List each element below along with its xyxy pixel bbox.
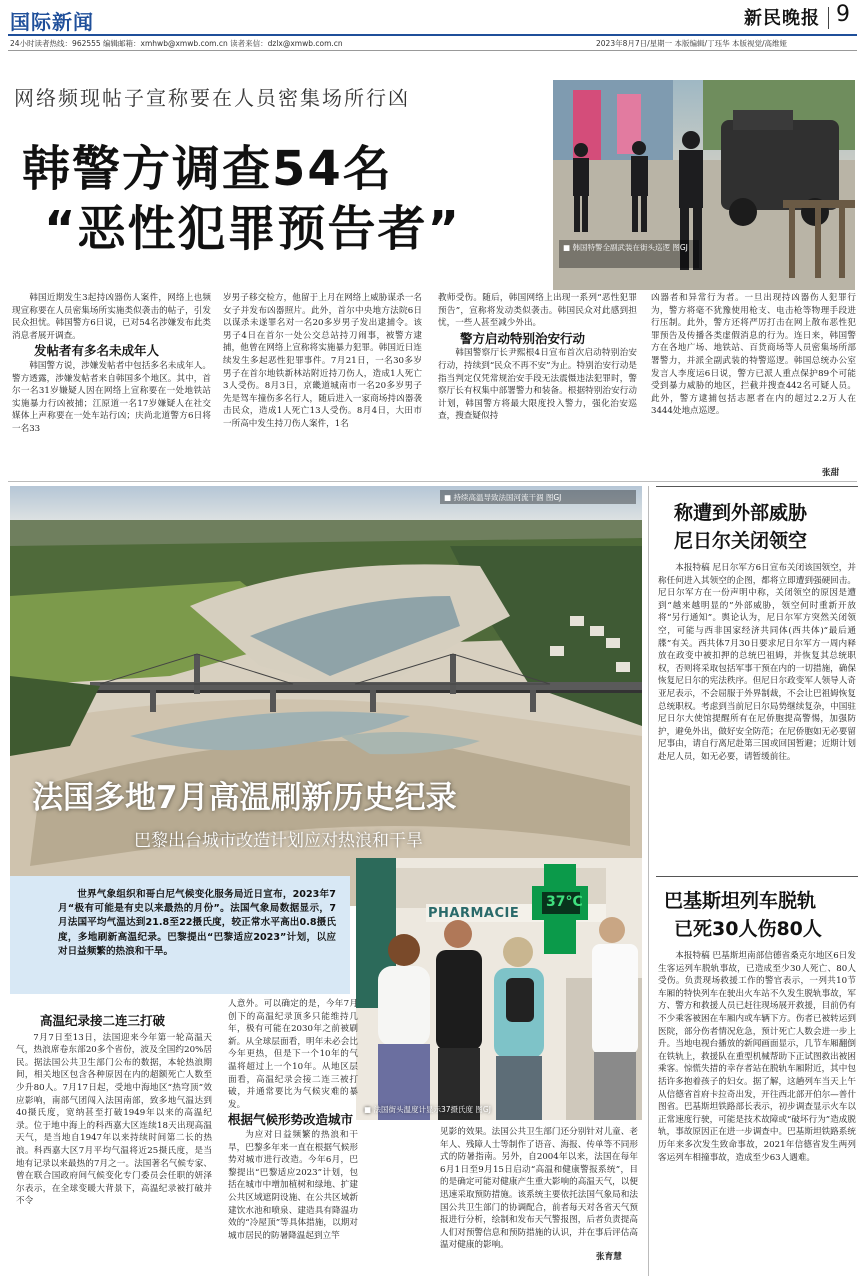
korea-col2-para: 岁男子移交检方，他留于上月在网络上威胁谋杀一名女子并发布凶器照片。此外，首尔中央地方法院6日以谋杀未遂罪名对一名20多岁男子发出逮捕令。该男子4日在首尔一处公交总站持刀闹事，被警方逮捕，他曾在网络上宣称将实施暴力犯罪。韩国近日连续发生多起恶性犯罪事件。7月21日，一名30多岁男子在首尔地铁新林站附近持刀伤人，造成1人死亡3人受伤。8月3日，京畿道城南市一名20多岁男子先是驾车撞伤多名行人，随后进入一家商场持凶器袭击民众，造成1人死亡13人受伤。8月4日，大田市一所高中发生持刀伤人案件，1名 <box>223 293 422 429</box>
pakistan-top-rule <box>656 876 858 877</box>
korea-col4-para: 凶器者和异常行为者。一旦出现持凶器伤人犯罪行为，警方将毫不犹豫使用枪支、电击枪等物理手段进行压制。此外，警方还将严厉打击在网上散布恶性犯罪预告及传播各类虚假消息的行为。连日来，韩国警方在各地广场、地铁站、百货商场等人员密集场所部署警力，并派全副武装的特警巡逻。韩国总统办公室发言人李度运6日说，警方已派人重点保护89个可能受到暴力威胁的地区，拦截并搜查442名可疑人员。此外，警方逮捕包括志愿者在内的超过2.2万人在3444处地点巡逻。 <box>651 293 856 417</box>
korea-photo <box>553 80 855 290</box>
niger-story <box>656 486 858 872</box>
france-photo-caption: ■ 持续高温导致法国河流干涸 图GJ <box>444 493 562 502</box>
thermometer-sign: 37°C <box>546 894 583 910</box>
korea-photo-caption: ■ 韩国特警全副武装在街头巡逻 图GJ <box>563 243 688 252</box>
korea-intro: 韩国近期发生3起持凶器伤人案件，网络上也频现宣称要在人员密集场所实施类似袭击的帖子，引发民众担忧。韩国警方6日说，已对54名涉嫌发布此类消息者展开调查。 <box>12 293 211 341</box>
france-col3-para: 见影的效果。法国公共卫生部门还分别针对儿童、老年人、残障人士等制作了语音、海报、传单等不同形式的防暑指南。另外，自2004年以来，法国在每年6月1日至9月15日启动“高温和健康警报系统”，目的是确定可能对健康产生重大影响的高温天气，以便迅速采取预防措施。该系统主要依托法国气象局和法国公共卫生部门的协调配合，前者每天对各省天气预报进行分析，绘制和发布天气警报图，后者负责提高人们对预警信息和预防措施的认识，并在事后评估高温对健康的影响。 <box>440 1127 638 1251</box>
korea-col-2 <box>223 292 422 478</box>
france-byline: 张育慧 <box>596 1252 622 1262</box>
korea-col-4 <box>651 292 856 478</box>
pharmacy-sign: PHARMACIE <box>428 906 520 921</box>
korea-col1-para: 韩国警方说，涉嫌发帖者中包括多名未成年人。警方透露，涉嫌发帖者来自韩国多个地区。其中，首尔一名31岁嫌疑人因在网络上宣称要在一处地铁站实施暴力行凶被捕；江原道一名17岁嫌疑人在社交媒体上声称要在一处车站行凶；庆尚北道警方6日将一名33 <box>12 360 211 434</box>
france-street-photo <box>356 858 642 1120</box>
header-date: 2023年8月7日/星期一 本版编辑/丁珏华 本版视觉/高维娅 <box>596 39 787 48</box>
korea-subhead-2: 警方启动特别治安行动 <box>460 330 586 346</box>
korea-col3-para2: 韩国警察厅长尹熙根4日宣布首次启动特别治安行动，持续到“民众不再不安”为止。特别治安行动是指当判定仅凭常规治安手段无法震慑违法犯罪时，警察厅长有权集中部署警力和装备。根据特别治安行动计划，韩国警方将最大限度投入警力，强化治安巡查，搜查疑似持 <box>438 348 637 422</box>
korea-col3-para1: 教师受伤。随后，韩国网络上出现一系列“恶性犯罪预告”，宣称将发动类似袭击。韩国民众对此感到担忧，一些人甚至减少外出。 <box>438 293 637 329</box>
pakistan-body <box>658 950 856 1274</box>
page-number: 9 <box>836 2 850 27</box>
pakistan-story <box>656 876 858 1276</box>
pakistan-title-line1: 巴基斯坦列车脱轨 <box>664 890 817 912</box>
header-rule-2 <box>8 50 857 51</box>
korea-title-line2: “恶性犯罪预告者” <box>44 201 462 257</box>
france-col2-para2: 为应对日益频繁的热浪和干旱，巴黎多年来一直在根据气候形势对城市进行改造。今年6月，巴黎提出“巴黎适应2023”计划，包括在城市中增加植树和绿地、扩建公共区域遮阴设施、在公共区域新建饮水池和喷泉、建造具有降温功效的“冷屋顶”等具体措施，以期对城市居民的防暑降温起到立竿 <box>228 1129 358 1241</box>
korea-col-1 <box>12 292 211 478</box>
korea-byline: 张甜 <box>822 468 840 478</box>
france-story <box>10 486 642 1276</box>
header-divider <box>828 7 829 29</box>
korea-bottom-rule <box>8 481 857 482</box>
paper-logo: 新民晚报 <box>744 8 820 29</box>
header-rule <box>8 34 857 36</box>
korea-story <box>0 52 865 480</box>
pakistan-title-line2: 已死30人伤80人 <box>674 918 822 940</box>
france-photo <box>10 486 642 906</box>
right-column-divider <box>648 486 649 1276</box>
section-title: 国际新闻 <box>10 10 94 34</box>
niger-body <box>658 562 856 870</box>
france-subtitle: 巴黎出台城市改造计划应对热浪和干旱 <box>134 831 423 851</box>
france-col-2 <box>228 998 358 1274</box>
france-title: 法国多地7月高温刷新历史纪录 <box>32 780 457 816</box>
korea-col-3 <box>438 292 637 478</box>
niger-title-line2: 尼日尔关闭领空 <box>674 530 808 552</box>
niger-text: 本报特稿 尼日尔军方6日宣布关闭该国领空，并称任何进入其领空的企图，都将立即遭到强硬回击。尼日尔军方在一份声明中称，关闭领空的原因是遭到“越来越明显的”外部威胁，领空何时重新开放将“另行通知”。舆论认为，尼日尔军方突然关闭领空，可能与西非国家经济共同体(西共体)“最后通牒”有关。西共体7月30日要求尼日尔军方一周内释放在政变中被扣押的总统巴祖姆，并恢复其总统职权，否则将采取包括军事干预在内的一切措施，确保恢复尼日尔的宪法秩序。但尼日尔政变军人领导人奇亚尼表示，不会屈服于外界制裁，不会让巴祖姆恢复总统职权。考虑到当前尼日尔局势继续复杂，中国驻尼日尔大使馆提醒所有在尼侨胞提高警惕，加强防护，避免外出，做好安全防范；在尼侨胞如无必要留尼事由，请自行离尼赴第三国或回国暂避；近期计划赴尼人员，如无必要，请暂缓前往。 <box>658 563 856 762</box>
france-col1-para: 7月7日至13日，法国迎来今年第一轮高温天气，热浪席卷东部20多个省份，波及全国约20%居民。据法国公共卫生部门公布的数据，本轮热浪期间，相关地区包含各种原因在内的超额死亡人数至少升80人。7月17日起，受地中海地区“热穹顶”效应影响，南部气团闯入法国南部，致多地气温达到40摄氏度，宽纳甚至打破1949年以来的高温纪录。位于地中海上的科西嘉大区连续18天出现高温天气，是当地自1947年以来持续时间第二长的热浪。科西嘉大区7月平均气温将近25摄氏度，是当地有记录以来最热的7月之一。法国著名气候专家、曾在联合国政府间气候变化专门委员会任职的妍泽尔表示，在全球变暖大背景下，高温纪录被打破并不令 <box>16 1032 212 1207</box>
niger-title-line1: 称遭到外部威胁 <box>674 502 808 524</box>
france-lead: 世界气象组织和哥白尼气候变化服务局近日宣布，2023年7月“极有可能是有史以来最热的月份”。法国气象局数据显示，7月法国平均气温达到21.8至22摄氏度，较正常水平高出0.8摄氏度，多地刷新高温纪录。巴黎提出“巴黎适应2023”计划，以应对日益频繁的热浪和干旱。 <box>58 889 336 957</box>
page-header <box>0 0 865 52</box>
korea-kicker: 网络频现帖子宣称要在人员密集场所行凶 <box>14 86 410 110</box>
france-subhead-2: 根据气候形势改造城市 <box>228 1112 354 1128</box>
korea-subhead-1: 发帖者有多名未成年人 <box>34 343 160 359</box>
street-photo-drawing <box>356 858 642 1120</box>
niger-top-rule <box>656 486 858 487</box>
france-col2-para1: 人意外。可以确定的是，今年7月创下的高温纪录顶多只能维持几年，极有可能在2030年之前被刷新。从全球层面看，明年未必会比今年更热，但是下一个10年的气温将超过上一个10年。从地区层面看，高温纪录会接二连三被打破，并通常要比为气候灾难的暴发。 <box>228 999 358 1110</box>
pakistan-text: 本报特稿 巴基斯坦南部信德省桑克尔地区6日发生客运列车脱轨事故，已造成至少30人死亡、80人受伤。负责现场救援工作的警官表示，一列共10节车厢的特快列车在驶出火车站不久发生脱轨事故，军方、警方和救援人员已赶往现场展开救援，目前仍有不少乘客被困在车厢内或车辆下方。伤者已被转运到医院，部分伤者情况危急，预计死亡人数会进一步上升。当地电视台播放的新闻画面显示，几节车厢翻倒在铁轨上，救援队在重型机械帮助下正试图救出被困乘客。惊慌失措的幸存者站在脱轨车厢附近，其中包括许多抱着孩子的妇女。据了解，这趟列车当天上午从信德省首府卡拉奇出发，开往西北部开伯尔—普什图省。巴基斯坦铁路部长表示，初步调查显示火车以正常速度行驶，可能是技术故障或“破坏行为”造成脱轨，事故原因正在进一步调查中。巴基斯坦铁路系统历年来多次发生致命事故，2021年信德省发生两列客运列车相撞事故，造成至少63人遇难。 <box>658 951 856 1163</box>
street-photo-caption: ■ 法国街头温度计显示37摄氏度 图GJ <box>364 1105 491 1114</box>
korea-title-line1: 韩警方调查54名 <box>22 141 393 197</box>
header-hotline: 24小时读者热线：962555 编辑邮箱：xmhwb@xmwb.com.cn 读者来信：dzlx@xmwb.com.cn <box>10 39 343 48</box>
france-col-1 <box>16 1012 212 1274</box>
france-subhead-1: 高温纪录接二连三打破 <box>40 1013 166 1028</box>
